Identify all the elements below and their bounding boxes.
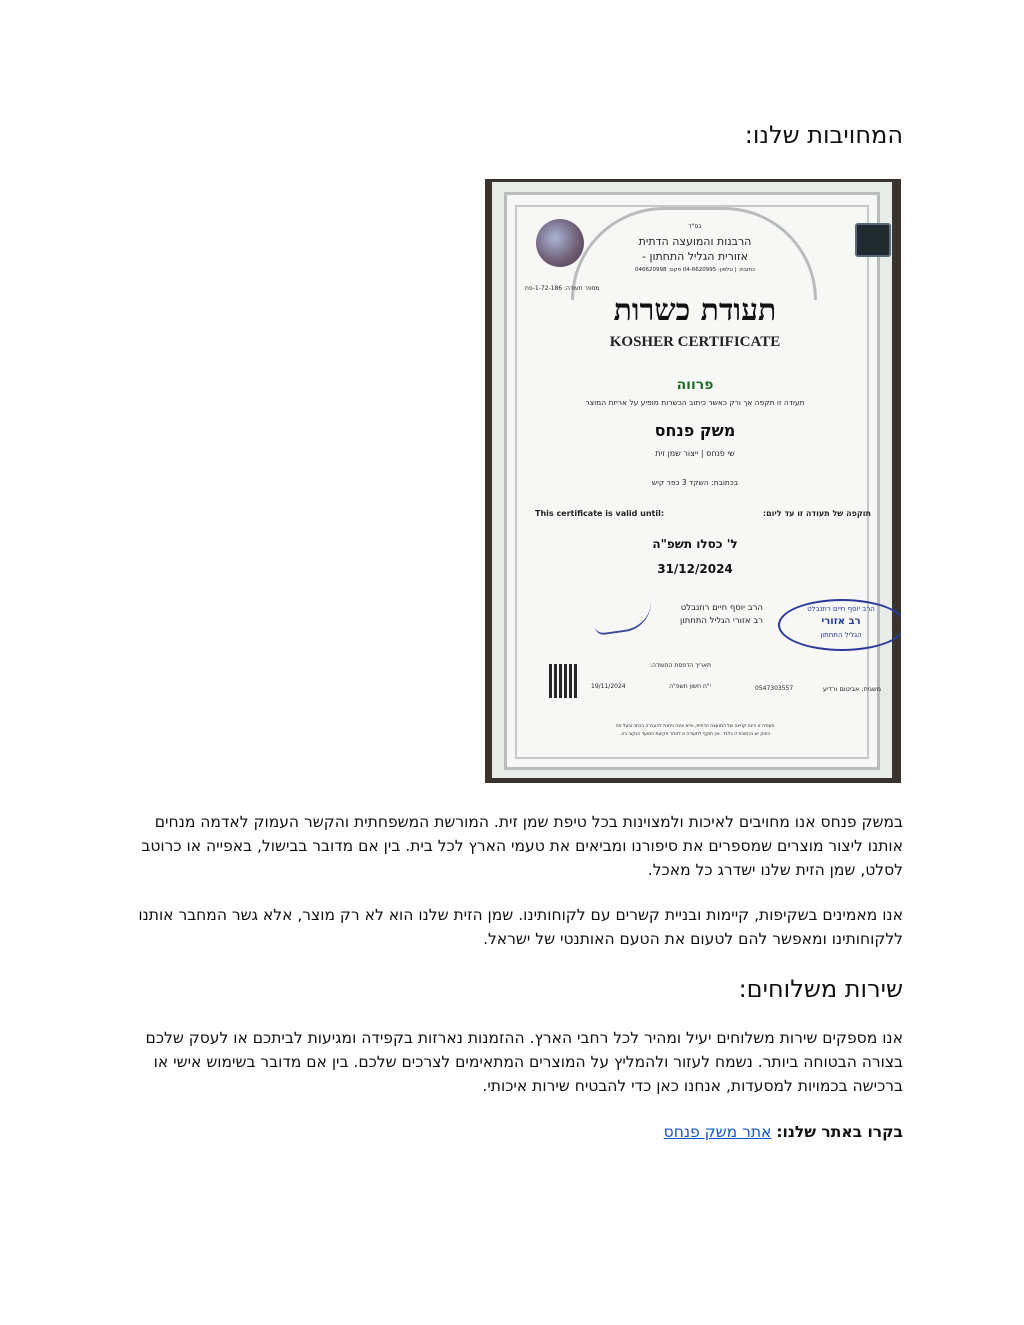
commitment-paragraph-1: במשק פנחס אנו מחויבים לאיכות ולמצוינות בכל טיפת שמן זית. המורשת המשפחתית והקשר העמוק לאדמה מנחים אותנו ליצור מוצרים שמספרים את סיפורנו ומביאים את טעמי הארץ לכל בית. בין אם מדובר בבישול, באפייה או כרוטב לסלט, שמן הזית שלנו ישדרג כל מאכל.: [141, 813, 903, 879]
cert-business-name: משק פנחס: [654, 421, 736, 440]
rabbinate-emblem-icon: [855, 223, 891, 257]
kosher-certificate-photo: [485, 179, 901, 783]
website-link[interactable]: אתר משק פנחס: [663, 1123, 772, 1141]
cert-note: תעודה זו תקפה אך ורק כאשר כיתוב הכשרות מופיע על אריזת המוצר: [585, 398, 805, 407]
visit-label: בקרו באתר שלנו:: [776, 1123, 903, 1141]
cert-category: פרווה: [676, 377, 714, 393]
visit-line: [123, 1120, 903, 1144]
cert-bsd: בס"ד: [688, 223, 702, 230]
certificate: [504, 192, 880, 770]
commitment-heading: המחויבות שלנו:: [744, 121, 903, 149]
cert-date-he: ל' כסלו תשפ"ה: [652, 537, 738, 551]
cert-print-date-label: תאריך הדפסת התעודה:: [650, 662, 711, 669]
cert-supervisor-phone: 0547303557: [755, 685, 794, 692]
cert-authority-2: אזורית הגליל התחתון -: [641, 250, 749, 263]
stamp-mid: רב אזורי: [821, 616, 861, 627]
cert-supervisor: משגיח: אביטום ורדיע: [822, 685, 881, 693]
shipping-paragraph: אנו מספקים שירות משלוחים יעיל ומהיר לכל רחבי הארץ. ההזמנות נארזות בקפידה ומגיעות לביתכם או לעסק שלכם בצורה הבטוחה ביותר. נשמח לעזור ולהמליץ על המוצרים המתאימים לצרכים שלכם. בין אם מדובר בשימוש אישי או ברכישה בכמויות למסעדות, אנחנו כאן כדי להבטיח שירות איכותי.: [145, 1029, 903, 1095]
cert-print-date-he: י"ח חשון תשפ"ה: [669, 683, 711, 690]
cert-number: מספר תעודה: 1-72-186-פח: [525, 285, 600, 292]
cert-print-date-en: 19/11/2024: [591, 683, 626, 690]
cert-business-sub: שי פנחס | ייצור שמן זית: [655, 449, 735, 458]
regional-council-seal-icon: [536, 219, 584, 267]
cert-address: בכתובת: השקד 3 כפר קיש: [651, 478, 739, 487]
cert-rabbi-name: הרב יוסף חיים רוזנבלט: [680, 603, 763, 613]
stamp-bottom: הגליל התחתון: [820, 631, 862, 639]
cert-authority-1: הרבנות והמועצה הדתית: [638, 235, 752, 248]
cert-rabbi-title: רב אזורי הגליל התחתון: [680, 616, 763, 626]
qr-code-icon: [549, 664, 579, 698]
cert-date-en: 31/12/2024: [657, 562, 733, 576]
rabbi-stamp: [778, 599, 901, 651]
cert-authority-phone: כתובת: | טלפון: 04-6620995 פקס: 046620998: [635, 267, 755, 273]
cert-valid-en: This certificate is valid until:: [535, 509, 665, 518]
commitment-paragraph-2: אנו מאמינים בשקיפות, קיימות ובניית קשרים עם לקוחותינו. שמן הזית שלנו הוא לא רק מוצר, אלא גשר המחבר אותנו ללקוחותינו ומאפשר להם לטעום את הטעם האותנטי של ישראל.: [138, 906, 903, 948]
cert-footer-2: כחוק יש בכתובת זו בלבד. אין תוקף לתעודה זו לאחר פקיעת המועד הנקוב בה.: [620, 732, 770, 737]
stamp-top: הרב יוסף חיים רוזנבלט: [807, 605, 875, 613]
cert-valid-he: תוקפה של תעודה זו עד ליום:: [762, 509, 871, 518]
cert-title-en: KOSHER CERTIFICATE: [609, 334, 781, 350]
cert-footer-1: תעודה זו הינה קניינה של המועצה הדתית, והיא אינה ניתנת להעברה בכתב ובעל פה: [615, 724, 775, 729]
cert-title-he: תעודת כשרות: [613, 293, 777, 328]
shipping-heading: שירות משלוחים:: [738, 975, 903, 1003]
